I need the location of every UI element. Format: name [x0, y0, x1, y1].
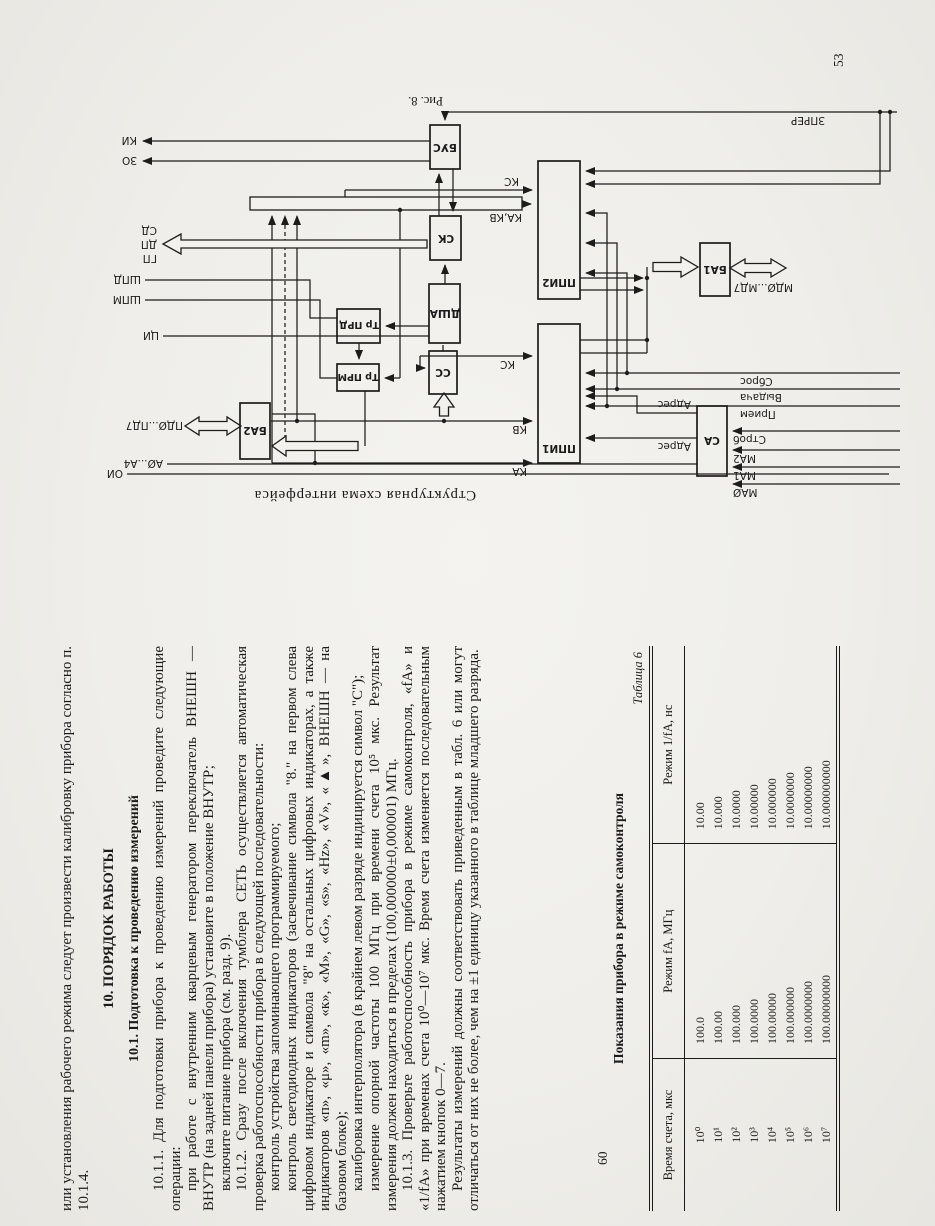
- paragraph: 10.1.3. Проверьте работоспособность прибора в режиме самоконтроля, «fА» и «1/fА» при временах счета 10⁰—10⁷ мкс. Время счета изменяется последовательным нажатием кнопок 0—7.: [400, 646, 450, 1211]
- signal-label-priem: Прием: [740, 408, 776, 420]
- signal-label-pd-bus: ПДØ...ПД7: [125, 419, 183, 431]
- block-ppi2-label: ППИ2: [542, 276, 576, 288]
- signal-label-ki: КИ: [121, 134, 137, 146]
- block-tr-prd-label: Тр ПРД: [339, 319, 379, 330]
- signal-label-dp: ДП: [140, 238, 157, 250]
- table-cell: 10.00000000: [800, 646, 818, 844]
- table-cell: 10.00000: [746, 646, 764, 844]
- table-cell: 100.0000000: [800, 844, 818, 1059]
- signal-label-ma0: МАØ: [733, 486, 758, 498]
- signal-label-vydacha: Выдача: [740, 391, 782, 403]
- signal-label-ka: КА: [512, 465, 527, 477]
- table-row: [685, 646, 710, 1211]
- signal-label-strob: Строб: [733, 433, 767, 445]
- text-page: [55, 640, 900, 1215]
- signal-label-a-bus: АØ...А4: [123, 457, 163, 469]
- figure-title: Структурная схема интерфейса: [253, 487, 477, 503]
- table-number-label: Таблица 6: [631, 652, 645, 705]
- ba1-bus-arrow: [653, 257, 698, 277]
- signal-label-zo: ЗО: [122, 154, 137, 166]
- diagram-canvas: [95, 52, 905, 508]
- text-column: [59, 646, 607, 1211]
- column-header-mode-1fa: Режим 1/fА, нс: [651, 646, 685, 844]
- selftest-table: [649, 646, 840, 1211]
- table-cell: 10²: [729, 1127, 743, 1143]
- table-cell: 10.000000000: [818, 646, 838, 844]
- table-title: Показания прибора в режиме самоконтроля: [611, 793, 626, 1064]
- ss-bus-arrow: [434, 393, 454, 416]
- signal-label-oi: ОИ: [106, 467, 123, 479]
- table-row: [764, 646, 782, 1211]
- table-cell: 10.0000000: [782, 646, 800, 844]
- table-cell: 10⁷: [819, 1126, 833, 1144]
- paragraph: 10.1.2. Сразу после включения тумблера СЕТЬ осуществляется автоматическая проверка работоспособности прибора в следующей последовательности:: [234, 646, 267, 1211]
- signal-label-kakv: КА,КВ: [489, 211, 522, 223]
- signal-label-tsi: ЦИ: [142, 329, 159, 341]
- table-cell: 100.00000: [764, 844, 782, 1059]
- signal-label-ma2: МА2: [733, 452, 756, 464]
- paragraph: калибровка интерполятора (в крайнем левом разряде индицируется символ "С");: [350, 674, 367, 1191]
- table-cell: 10.000000: [764, 646, 782, 844]
- table-cell: 10³: [747, 1127, 761, 1143]
- section-heading: 10. ПОРЯДОК РАБОТЫ: [101, 848, 118, 1009]
- block-dsha-label: ДША: [429, 307, 461, 319]
- table-cell: 100.000000: [782, 844, 800, 1059]
- block-tr-prm-label: Тр ПРМ: [337, 371, 379, 382]
- page-number-60: 60: [595, 1151, 610, 1165]
- table-row: [710, 646, 728, 1211]
- block-ss-label: СС: [435, 366, 451, 378]
- table-cell: 10⁴: [765, 1126, 779, 1144]
- block-ba1-label: БА1: [703, 263, 727, 275]
- paragraph: измерение опорной частоты 100 МГц при времени счета 10⁵ мкс. Результат измерения должен находиться в пределах (100,000000±0,000001) МГц.: [366, 646, 400, 1211]
- table-cell: 100.0: [685, 844, 710, 1059]
- signal-label-shpd: ШПД: [113, 273, 141, 285]
- signal-label-sbros: Сброс: [740, 375, 773, 387]
- table-cell: 100.0000: [746, 844, 764, 1059]
- md-data-bus-arrow: [730, 259, 786, 277]
- block-bus-label: БУС: [433, 141, 457, 153]
- figure-caption: Рис. 8.: [408, 94, 443, 108]
- table-row: [746, 646, 764, 1211]
- signal-label-adres2: Адрес: [657, 398, 691, 410]
- table-cell: 10⁰: [693, 1126, 707, 1144]
- paragraph: Результаты измерений должны соответствовать приведенным в табл. 6 или могут отличаться от них не более, чем на ±1 единицу указанного в таблице младшего разряда.: [449, 646, 483, 1211]
- ka-kv-busbar: [250, 197, 522, 210]
- table-cell: 10¹: [711, 1127, 725, 1143]
- signal-label-ks2: КС: [504, 175, 519, 187]
- interface-block-diagram: [95, 52, 905, 508]
- page-number-53: 53: [831, 53, 846, 67]
- signal-label-ks1: КС: [500, 358, 515, 370]
- bus-arrows: [163, 234, 786, 456]
- pd-data-bus-arrow: [185, 417, 241, 435]
- handshake-bus-arrow: [163, 234, 427, 254]
- block-sk-label: СК: [437, 232, 455, 244]
- paragraph: контроль светодиодных индикаторов (засвечивание символа "8." на первом слева цифровом индикаторе и символа "8" на остальных цифровых индикаторах, а также индикаторов «п», «μ», «m», «к», «М», «G», «s», «Hz», «V», «▲», ВНЕШН — на базовом блоке);: [283, 646, 350, 1211]
- table-cell: 10.0000: [728, 646, 746, 844]
- table-cell: 100.000: [728, 844, 746, 1059]
- table-body: [685, 646, 838, 1211]
- table-row: [800, 646, 818, 1211]
- block-ba2-label: БА2: [243, 424, 267, 436]
- signal-label-md-bus: МДØ...МД7: [733, 281, 793, 293]
- paragraph: или установления рабочего режима следует произвести калибровку прибора согласно п. 10.1.4.: [59, 646, 92, 1211]
- table-row: [818, 646, 838, 1211]
- signal-label-ma1: МА1: [733, 469, 756, 481]
- table-cell: 100.00: [710, 844, 728, 1059]
- subsection-heading: 10.1. Подготовка к проведению измерений: [127, 795, 143, 1062]
- signal-label-sd: СД: [141, 224, 157, 236]
- block-sa-label: СА: [704, 434, 720, 446]
- signal-label-kv: КВ: [512, 423, 527, 435]
- text-page-content: [55, 640, 900, 1215]
- paragraph: включите питание прибора (см. разд. 9).: [217, 933, 234, 1191]
- signal-label-zprer: ЗПРЕР: [791, 114, 825, 126]
- selftest-table-section: [611, 646, 840, 1211]
- table-row: [782, 646, 800, 1211]
- table-cell: 10.000: [710, 646, 728, 844]
- table-cell: 100.00000000: [818, 844, 838, 1059]
- paragraph: контроль устройства запоминающего программируемого;: [267, 822, 284, 1191]
- column-header-count-time: Время счета, мкс: [651, 1058, 685, 1211]
- table-cell: 10⁵: [783, 1126, 797, 1144]
- signal-label-gp: ГП: [142, 252, 157, 264]
- table-cell: 10⁶: [801, 1126, 815, 1144]
- paragraph: 10.1.1. Для подготовки прибора к проведению измерений проведите следующие операции:: [151, 646, 184, 1211]
- table-cell: 10.00: [685, 646, 710, 844]
- block-ppi1-label: ППИ1: [542, 442, 576, 454]
- column-header-mode-fa: Режим fА, МГц: [651, 844, 685, 1059]
- signal-label-adres1: Адрес: [657, 440, 691, 452]
- table-row: [728, 646, 746, 1211]
- signal-label-shpm: ШПМ: [112, 293, 141, 305]
- table-header-row: [651, 646, 685, 1211]
- paragraph: при работе с внутренним кварцевым генератором переключатель ВНЕШН — ВНУТР (на задней панели прибора) установите в положение ВНУТР;: [184, 646, 217, 1211]
